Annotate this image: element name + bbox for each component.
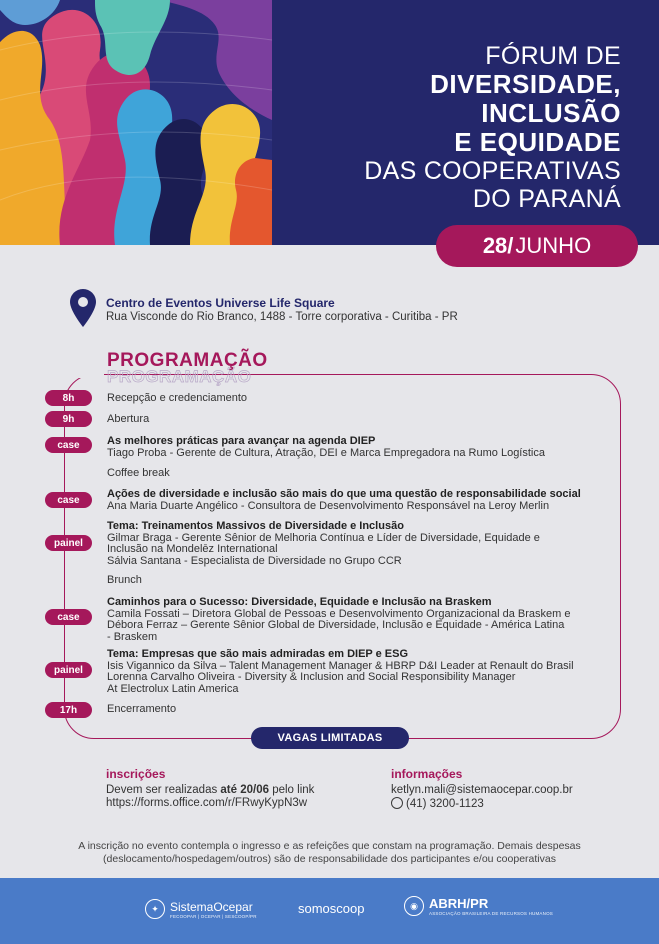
item-text: Gilmar Braga - Gerente Sênior de Melhoria Contínua e Líder de Diversidade, Equidade e: [107, 531, 540, 544]
venue-block: [70, 289, 458, 327]
limited-spots-badge: VAGAS LIMITADAS: [251, 727, 409, 749]
contact-phone[interactable]: (41) 3200-1123: [406, 798, 484, 810]
program-title-shadow: PROGRAMAÇÃO: [107, 367, 252, 386]
item-text: Sálvia Santana - Especialista de Diversidade no Grupo CCR: [107, 554, 402, 567]
registration-block: [106, 768, 314, 811]
schedule-item: [107, 597, 612, 643]
item-heading: Tema: Treinamentos Massivos de Diversidade e Inclusão: [107, 520, 404, 532]
item-heading: Ações de diversidade e inclusão são mais do que uma questão de responsabilidade social: [107, 488, 581, 500]
location-pin-icon: [70, 289, 96, 327]
item-text: Camila Fossati – Diretora Global de Pessoas e Desenvolvimento Organizacional da Braskem e: [107, 607, 571, 620]
disclaimer-note: A inscrição no evento contempla o ingresso e as refeições que constam na programação. Demais despesas (deslocamento/hospedagem/outros) são de responsabilidade dos participantes e/ou cooperativas: [78, 840, 581, 865]
logo-text: ABRH/PR: [429, 896, 489, 911]
abrh-symbol-icon: ◉: [404, 896, 424, 916]
date-day: 28/: [482, 233, 514, 258]
ocepar-symbol-icon: ✦: [145, 899, 165, 919]
event-title: [364, 42, 621, 213]
item-text: Coffee break: [107, 467, 170, 479]
type-tag: case: [45, 492, 92, 508]
schedule-item: [107, 489, 612, 512]
schedule-item: [107, 649, 612, 695]
venue-name: Centro de Eventos Universe Life Square: [106, 296, 335, 310]
item-text: Ana Maria Duarte Angélico - Consultora de Desenvolvimento Responsável na Leroy Merlin: [107, 499, 550, 512]
logo-subtext: ASSOCIAÇÃO BRASILEIRA DE RECURSOS HUMANOS: [429, 911, 553, 916]
schedule-item: [107, 704, 612, 716]
item-text: Isis Vigannico da Silva – Talent Management Manager & HBRP D&I Leader at Renault do Brasil: [107, 659, 574, 672]
somoscoop-logo: [298, 901, 364, 916]
time-tag: 8h: [45, 390, 92, 406]
time-tag: 9h: [45, 411, 92, 427]
venue-address: Rua Visconde do Rio Branco, 1488 - Torre corporativa - Curitiba - PR: [106, 311, 458, 323]
item-text: Lorenna Carvalho Oliveira - Diversity & Inclusion and Social Responsibility Manager: [107, 671, 516, 683]
registration-label: inscrições: [106, 767, 166, 781]
schedule-item: [107, 393, 612, 405]
contact-block: [391, 768, 573, 812]
item-text: Débora Ferraz – Gerente Sênior Global de Diversidade, Inclusão e Equidade - América Latina: [107, 619, 565, 631]
item-text: Tiago Proba - Gerente de Cultura, Atração, DEI e Marca Empregadora na Rumo Logística: [107, 446, 545, 459]
hero-banner: [0, 0, 659, 245]
schedule-item: [107, 468, 612, 480]
title-line: E EQUIDADE: [454, 127, 621, 158]
item-heading: Caminhos para o Sucesso: Diversidade, Equidade e Inclusão na Braskem: [107, 596, 492, 608]
diverse-silhouettes-illustration: [0, 0, 272, 245]
schedule-item: [107, 436, 612, 459]
event-date-badge: [436, 225, 638, 267]
date-month: JUNHO: [515, 233, 592, 258]
item-heading: Tema: Empresas que são mais admiradas em DIEP e ESG: [107, 648, 409, 660]
footer-logos: [0, 878, 659, 944]
registration-text: Devem ser realizadas até 20/06 pelo link: [106, 783, 315, 796]
logo-text: SistemaOcepar: [170, 899, 253, 914]
logo-text: somoscoop: [298, 901, 365, 916]
item-text: At Electrolux Latin America: [107, 682, 239, 695]
title-line: DAS COOPERATIVAS: [364, 157, 621, 186]
item-heading: As melhores práticas para avançar na agenda DIEP: [107, 435, 376, 447]
registration-link[interactable]: https://forms.office.com/r/FRwyKypN3w: [106, 797, 308, 809]
item-text: Recepção e credenciamento: [107, 392, 248, 404]
type-tag: case: [45, 609, 92, 625]
type-tag: painel: [45, 662, 92, 678]
time-tag: 17h: [45, 702, 92, 718]
item-text: - Braskem: [107, 630, 158, 643]
whatsapp-icon: [391, 797, 403, 809]
title-line: INCLUSÃO: [481, 98, 621, 129]
title-line: DO PARANÁ: [472, 185, 621, 214]
sistema-ocepar-logo: [145, 899, 257, 919]
item-text: Inclusão na Mondelēz International: [107, 543, 278, 555]
contact-label: informações: [391, 767, 463, 781]
contact-email[interactable]: ketlyn.mali@sistemaocepar.coop.br: [391, 783, 573, 796]
type-tag: painel: [45, 535, 92, 551]
item-text: Abertura: [107, 413, 150, 425]
title-line: DIVERSIDADE,: [430, 69, 621, 99]
type-tag: case: [45, 437, 92, 453]
title-line: FÓRUM DE: [485, 42, 621, 70]
schedule-item: [107, 521, 612, 567]
logo-subtext: FECOOPAR | OCEPAR | SESCOOP/PR: [170, 913, 257, 919]
item-text: Encerramento: [107, 703, 177, 715]
schedule-item: [107, 575, 612, 587]
program-title: PROGRAMAÇÃO: [107, 350, 268, 371]
contact-phone-row: [391, 797, 573, 812]
abrh-pr-logo: [404, 896, 553, 916]
schedule-item: [107, 414, 612, 426]
item-text: Brunch: [107, 574, 142, 586]
